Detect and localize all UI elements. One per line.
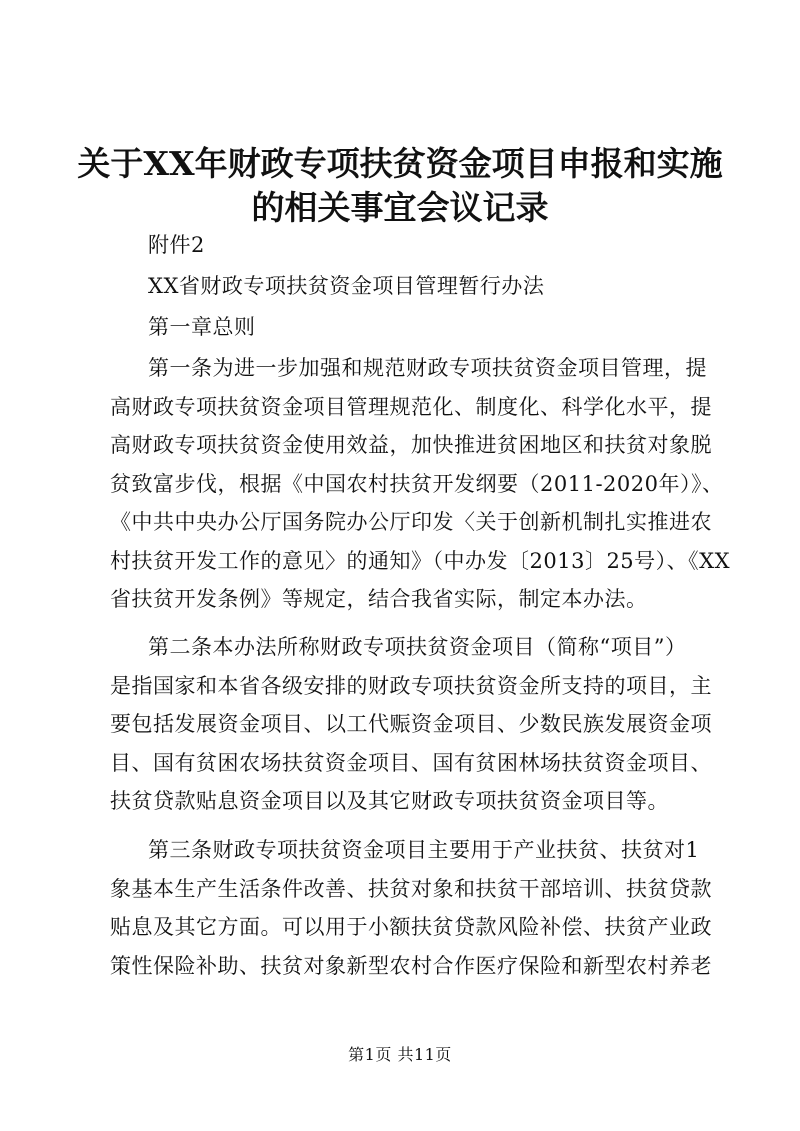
- article-1-line: 省扶贫开发条例》等规定，结合我省实际，制定本办法。: [110, 587, 648, 611]
- document-title: [0, 142, 800, 230]
- title-line-2: 的相关事宜会议记录: [251, 188, 549, 227]
- attachment-label: [110, 226, 700, 265]
- article-2: [110, 628, 712, 821]
- article-1-line: 《中共中央办公厅国务院办公厅印发〈关于创新机制扎实推进农: [110, 510, 712, 534]
- chapter-heading: [110, 308, 700, 347]
- article-2-line: 目、国有贫困农场扶贫资金项目、国有贫困林场扶贫资金项目、: [110, 750, 712, 775]
- attachment-text: 附件2: [148, 233, 205, 257]
- article-3-line: 象基本生产生活条件改善、扶贫对象和扶贫干部培训、扶贫贷款: [110, 876, 712, 901]
- article-2-line: 是指国家和本省各级安排的财政专项扶贫资金所支持的项目，主: [110, 673, 712, 698]
- page-footer: 第1页 共11页: [348, 1045, 452, 1064]
- document-name: [110, 267, 700, 306]
- article-1: [110, 349, 731, 619]
- article-1-line: 高财政专项扶贫资金项目管理规范化、制度化、科学化水平，提: [110, 394, 712, 419]
- article-2-line: 第二条本办法所称财政专项扶贫资金项目（简称“项目”）: [148, 635, 687, 659]
- article-1-line: 村扶贫开发工作的意见〉的通知》（中办发〔2013〕25号）、《XX: [110, 548, 731, 573]
- article-3-line: 策性保险补助、扶贫对象新型农村合作医疗保险和新型农村养老: [110, 953, 712, 978]
- title-line-1: 关于XX年财政专项扶贫资金项目申报和实施: [77, 144, 723, 183]
- document-name-text: XX省财政专项扶贫资金项目管理暂行办法: [148, 274, 545, 298]
- article-3-line: 第三条财政专项扶贫资金项目主要用于产业扶贫、扶贫对1: [148, 838, 700, 862]
- article-2-line: 要包括发展资金项目、以工代赈资金项目、少数民族发展资金项: [110, 712, 712, 736]
- article-1-line: 贫致富步伐，根据《中国农村扶贫开发纲要（2011-2020年）》、: [110, 471, 724, 496]
- article-3: [110, 831, 712, 985]
- article-2-line: 扶贫贷款贴息资金项目以及其它财政专项扶贫资金项目等。: [110, 789, 669, 813]
- article-3-line: 贴息及其它方面。可以用于小额扶贫贷款风险补偿、扶贫产业政: [110, 915, 712, 939]
- article-1-line: 第一条为进一步加强和规范财政专项扶贫资金项目管理，提: [148, 356, 707, 380]
- chapter-heading-text: 第一章总则: [148, 315, 256, 339]
- article-1-line: 高财政专项扶贫资金使用效益，加快推进贫困地区和扶贫对象脱: [110, 433, 712, 457]
